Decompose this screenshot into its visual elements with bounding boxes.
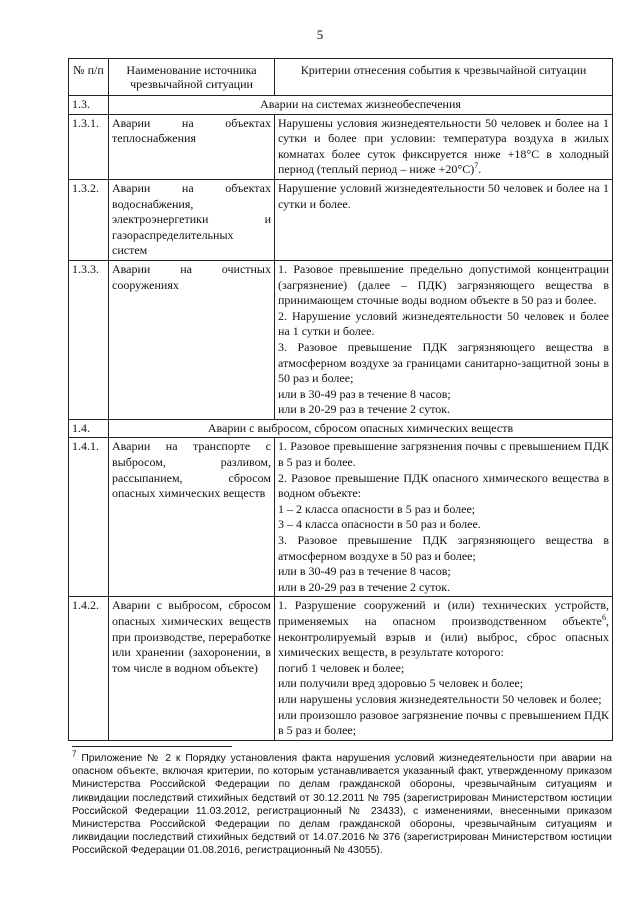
table-row xyxy=(69,597,613,740)
section-row xyxy=(69,96,613,115)
header-number: № п/п xyxy=(69,59,109,96)
emergency-criteria-table xyxy=(68,58,613,741)
section-number: 1.3. xyxy=(69,96,109,115)
table-row xyxy=(69,114,613,179)
criteria-line: или произошло разовое загрязнение почвы с превышением ПДК в 5 раз и более; xyxy=(278,707,609,738)
table-row xyxy=(69,179,613,260)
page-number: 5 xyxy=(316,27,324,42)
row-criteria xyxy=(275,597,613,740)
criteria-line: 3 – 4 класса опасности в 50 раз и более. xyxy=(278,517,481,532)
criteria-line: или нарушены условия жизнедеятельности 50 человек и более; xyxy=(278,691,602,706)
criteria-line: 2. Разовое превышение ПДК опасного химического вещества в водном объекте: xyxy=(278,470,609,501)
footnote xyxy=(72,749,612,858)
criteria-line: или в 20-29 раз в течение 2 суток. xyxy=(278,579,451,594)
row-number: 1.3.3. xyxy=(69,260,109,419)
section-title: Аварии с выбросом, сбросом опасных химических веществ xyxy=(109,419,613,438)
section-row xyxy=(69,419,613,438)
section-title: Аварии на системах жизнеобеспечения xyxy=(109,96,613,115)
row-number: 1.4.2. xyxy=(69,597,109,740)
row-criteria xyxy=(275,438,613,597)
row-number: 1.3.2. xyxy=(69,179,109,260)
criteria-line: или в 30-49 раз в течение 8 часов; xyxy=(278,564,451,579)
criteria-line: или в 20-29 раз в течение 2 суток. xyxy=(278,402,451,417)
row-source: Аварии на очистных сооружениях xyxy=(109,260,275,419)
table-row xyxy=(69,260,613,419)
header-criteria: Критерии отнесения события к чрезвычайной ситуации xyxy=(275,59,613,96)
table-row xyxy=(69,438,613,597)
criteria-line: или получили вред здоровью 5 человек и более; xyxy=(278,676,524,691)
criteria-line: погиб 1 человек и более; xyxy=(278,660,405,675)
row-source: Аварии с выбросом, сбросом опасных химических веществ при производстве, переработке или хранении (захоронении, в том числе в водном объекте) xyxy=(109,597,275,740)
criteria-line: 1. Разовое превышение загрязнения почвы с превышением ПДК в 5 раз и более. xyxy=(278,439,609,470)
row-criteria: Нарушены условия жизнедеятельности 50 человек и более на 1 сутки и более при условии: температура воздуха в жилых комнатах более суток фиксируется ниже +18°С в холодный период (теплый период – ниже +20°С)$^7$. xyxy=(275,114,613,179)
row-source: Аварии на объектах теплоснабжения xyxy=(109,114,275,179)
criteria-line: 2. Нарушение условий жизнедеятельности 50 человек и более на 1 сутки и более. xyxy=(278,308,609,339)
header-source: Наименование источника чрезвычайной ситуации xyxy=(109,59,275,96)
criteria-line: 1. Разовое превышение предельно допустимой концентрации (загрязнение) (далее – ПДК) загрязняющего вещества в принимающем сточные воды водном объекте в 50 раз и более. xyxy=(278,261,609,308)
criteria-line: 1. Разрушение сооружений и (или) технических устройств, применяемых на опасном производственном объекте$^6$, неконтролируемый взрыв и (или) выброс, сброс опасных химических веществ, в результате которого: xyxy=(278,598,609,660)
criteria-line: 1 – 2 класса опасности в 5 раз и более; xyxy=(278,501,476,516)
row-number: 1.4.1. xyxy=(69,438,109,597)
row-criteria: Нарушение условий жизнедеятельности 50 человек и более на 1 сутки и более. xyxy=(275,179,613,260)
criteria-line: или в 30-49 раз в течение 8 часов; xyxy=(278,386,451,401)
table-header-row xyxy=(69,59,613,96)
footnote-text: Приложение № 2 к Порядку установления факта нарушения условий жизнедеятельности при аварии на опасном объекте, включая критерии, по которым устанавливается указанный факт, утвержденному приказом Министерства Российской Федерации по делам гражданской обороны, чрезвычайным ситуациям и ликвидации последствий стихийных бедствий от 30.12.2011 № 795 (зарегистрирован Министерством юстиции Российской Федерации 11.03.2012, регистрационный № 23433), с изменениями, внесенными приказом Министерства Российской Федерации по делам гражданской обороны, чрезвычайным ситуациям и ликвидации последствий стихийных бедствий от 14.07.2016 № 376 (зарегистрирован Министерством юстиции Российской Федерации 01.08.2016, регистрационный № 43055). xyxy=(72,753,612,857)
row-source: Аварии на объектах водоснабжения, электроэнергетики и газораспределительных систем xyxy=(109,179,275,260)
footnote-marker: 7 xyxy=(72,749,77,759)
footnote-divider xyxy=(72,746,232,747)
criteria-line: 3. Разовое превышение ПДК загрязняющего вещества в атмосферном воздухе в 50 раз и более; xyxy=(278,533,609,563)
criteria-line: 3. Разовое превышение ПДК загрязняющего вещества в атмосферном воздухе за границами санитарно-защитной зоны в 50 раз и более; xyxy=(278,339,609,386)
row-source: Аварии на транспорте с выбросом, разливом, рассыпанием, сбросом опасных химических веществ xyxy=(109,438,275,597)
row-number: 1.3.1. xyxy=(69,114,109,179)
row-criteria xyxy=(275,260,613,419)
section-number: 1.4. xyxy=(69,419,109,438)
